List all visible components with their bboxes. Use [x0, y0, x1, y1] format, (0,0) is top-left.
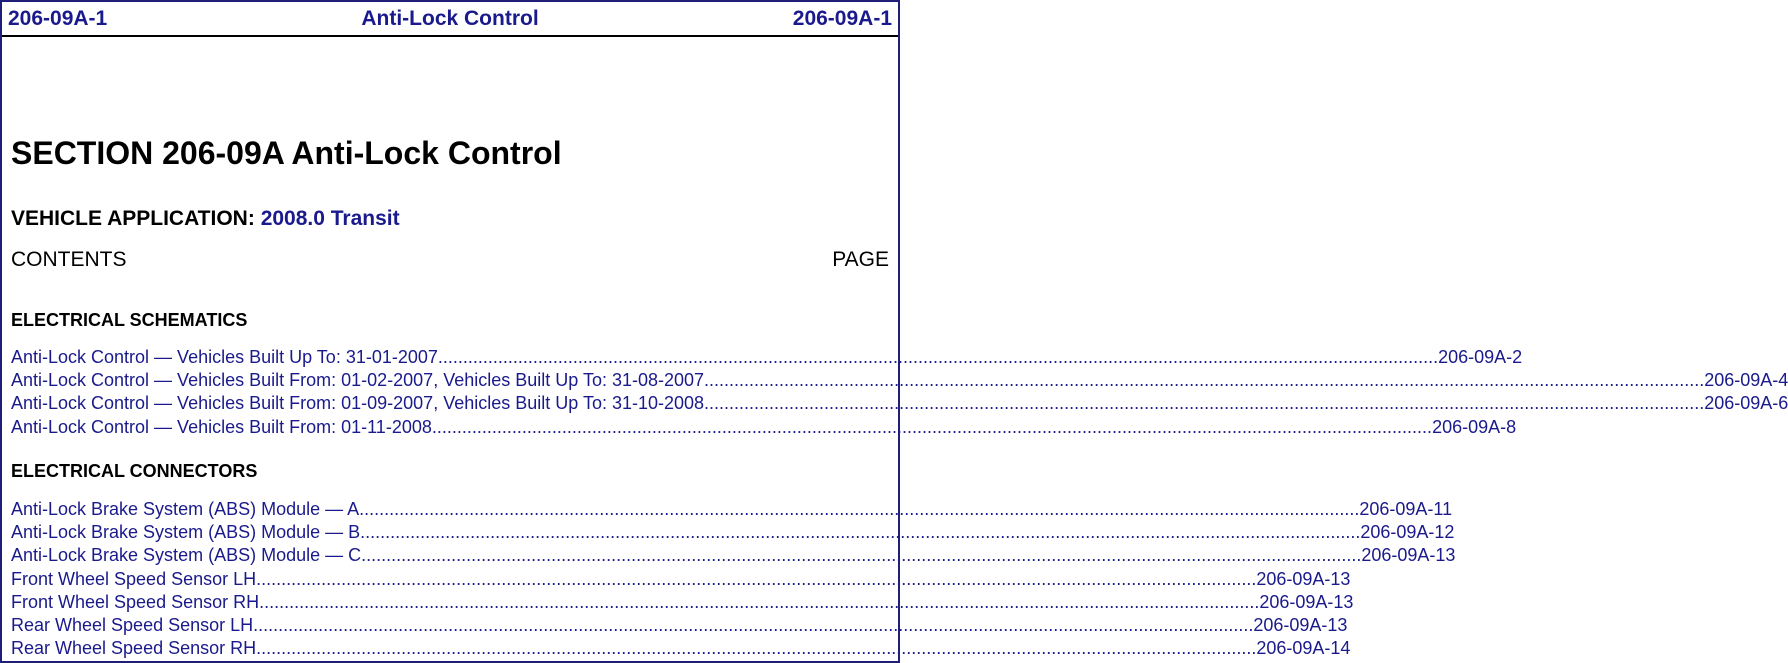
- toc-entry[interactable]: [11, 545, 1456, 568]
- toc-entry[interactable]: [11, 614, 1348, 638]
- toc-entry-page: 206-09A-6: [1704, 393, 1788, 414]
- toc-entry[interactable]: [11, 416, 1517, 440]
- toc-entry[interactable]: [11, 370, 1788, 393]
- toc-entry-text: Anti-Lock Control — Vehicles Built From: 01-02-2007, Vehicles Built Up To: 31-08-2007: [11, 370, 705, 391]
- toc-entry-page: 206-09A-11: [1359, 499, 1453, 519]
- toc-entry-page: 206-09A-4: [1704, 370, 1788, 391]
- header-title: Anti-Lock Control: [361, 6, 539, 30]
- toc-entry[interactable]: [11, 568, 1351, 592]
- toc-entry-page: 206-09A-8: [1432, 416, 1517, 437]
- toc-entry[interactable]: [11, 591, 1354, 615]
- toc-entry-page: 206-09A-13: [1256, 568, 1351, 589]
- toc-entry-page: 206-09A-13: [1361, 545, 1456, 566]
- leader-dots: ........................................................................................................................................................................................................: [361, 545, 1362, 566]
- leader-dots: ........................................................................................................................................................................................................: [253, 614, 1254, 635]
- toc-entry-text: Anti-Lock Brake System (ABS) Module — B: [11, 522, 361, 543]
- section-title: SECTION 206-09A Anti-Lock Control: [11, 135, 562, 171]
- header-page-number-left: 206-09A-1: [8, 6, 108, 30]
- leader-dots: ........................................................................................................................................................................................................: [259, 591, 1260, 612]
- toc-list-schematics: [11, 347, 1788, 440]
- leader-dots: ........................................................................................................................................................................................................: [704, 393, 1705, 414]
- vehicle-application-value: 2008.0 Transit: [260, 207, 400, 230]
- toc-list-connectors: [11, 499, 1456, 661]
- toc-entry-text: Anti-Lock Control — Vehicles Built Up To: 31-01-2007: [11, 347, 438, 367]
- toc-entry-page: 206-09A-14: [1256, 638, 1351, 659]
- toc-entry[interactable]: [11, 638, 1351, 661]
- leader-dots: ........................................................................................................................................................................................................: [431, 416, 1433, 437]
- toc-entry-text: Anti-Lock Brake System (ABS) Module — C: [11, 545, 362, 566]
- toc-entry[interactable]: [11, 499, 1453, 522]
- toc-entry[interactable]: [11, 347, 1523, 370]
- leader-dots: ........................................................................................................................................................................................................: [256, 638, 1257, 659]
- leader-dots: ........................................................................................................................................................................................................: [359, 499, 1360, 519]
- toc-entry[interactable]: [11, 393, 1788, 416]
- page-header: [2, 2, 898, 37]
- section-heading-connectors: ELECTRICAL CONNECTORS: [11, 461, 258, 481]
- toc-entry-page: 206-09A-13: [1253, 614, 1348, 635]
- toc-entry-page: 206-09A-12: [1360, 522, 1455, 543]
- contents-label: CONTENTS: [11, 248, 127, 271]
- leader-dots: ........................................................................................................................................................................................................: [256, 568, 1257, 589]
- contents-header: [11, 248, 889, 272]
- section-heading-schematics: ELECTRICAL SCHEMATICS: [11, 310, 248, 330]
- toc-entry-text: Rear Wheel Speed Sensor LH: [11, 614, 254, 635]
- leader-dots: ........................................................................................................................................................................................................: [360, 522, 1361, 543]
- page-label: PAGE: [832, 248, 889, 271]
- toc-entry-page: 206-09A-13: [1259, 591, 1354, 612]
- leader-dots: ........................................................................................................................................................................................................: [437, 347, 1439, 367]
- header-page-number-right: 206-09A-1: [792, 6, 892, 30]
- toc-entry-text: Rear Wheel Speed Sensor RH: [11, 638, 257, 659]
- toc-entry-text: Anti-Lock Control — Vehicles Built From: 01-11-2008: [11, 416, 432, 437]
- vehicle-application: [11, 207, 400, 231]
- leader-dots: ........................................................................................................................................................................................................: [704, 370, 1705, 391]
- toc-entry-page: 206-09A-2: [1438, 347, 1523, 367]
- toc-entry-text: Anti-Lock Brake System (ABS) Module — A: [11, 499, 360, 519]
- toc-entry-text: Front Wheel Speed Sensor RH: [11, 591, 260, 612]
- vehicle-application-label: VEHICLE APPLICATION:: [11, 207, 255, 230]
- toc-entry-text: Anti-Lock Control — Vehicles Built From: 01-09-2007, Vehicles Built Up To: 31-10-2008: [11, 393, 705, 414]
- toc-entry[interactable]: [11, 522, 1455, 545]
- toc-entry-text: Front Wheel Speed Sensor LH: [11, 568, 257, 589]
